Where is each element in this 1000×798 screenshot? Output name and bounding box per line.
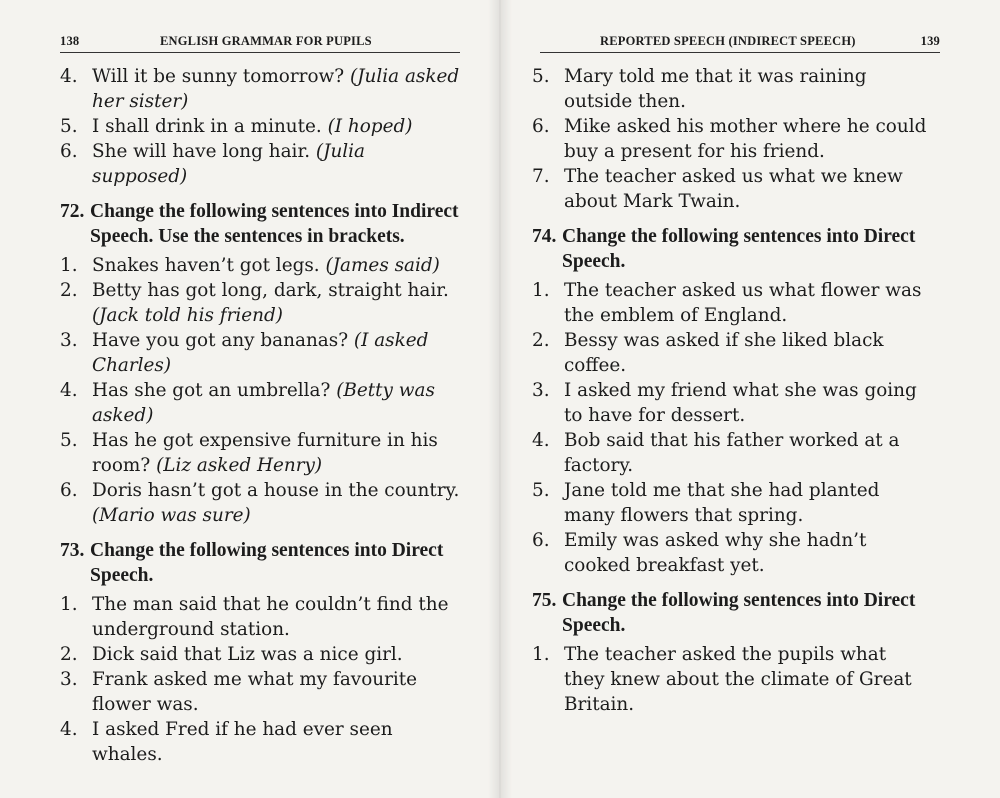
list-item: 6. Mike asked his mother where he could buy a present for his friend. <box>532 116 927 162</box>
list-item: 1. Snakes haven’t got legs. (James said) <box>60 255 440 276</box>
item-list-continued <box>60 64 460 189</box>
list-item: 4. Bob said that his father worked at a factory. <box>532 430 900 476</box>
list-item: 4. I asked Fred if he had ever seen whales. <box>60 719 393 765</box>
list-item: 4. Has she got an umbrella? (Betty was asked) <box>60 380 435 426</box>
list-item: 5. I shall drink in a minute. (I hoped) <box>60 116 413 137</box>
list-item: 5. Mary told me that it was raining outside then. <box>532 66 867 112</box>
exercise-74-items <box>532 278 932 578</box>
page-number: 138 <box>60 34 80 48</box>
list-item: 6. Emily was asked why she hadn’t cooked breakfast yet. <box>532 530 867 576</box>
page-number: 139 <box>920 34 940 48</box>
exercise-75-items <box>532 642 932 717</box>
exercise-heading-74: 74. Change the following sentences into Direct Speech. <box>532 226 916 272</box>
list-item: 2. Bessy was asked if she liked black coffee. <box>532 330 884 376</box>
list-item: 1. The teacher asked the pupils what they knew about the climate of Great Britain. <box>532 644 912 715</box>
list-item: 6. She will have long hair. (Julia supposed) <box>60 141 366 187</box>
list-item: 6. Doris hasn’t got a house in the country. (Mario was sure) <box>60 480 460 526</box>
list-item: 3. I asked my friend what she was going to have for dessert. <box>532 380 917 426</box>
list-item: 5. Jane told me that she had planted many flowers that spring. <box>532 480 880 526</box>
exercise-72-items <box>60 253 460 528</box>
list-item: 3. Have you got any bananas? (I asked Charles) <box>60 330 429 376</box>
exercise-heading-72: 72. Change the following sentences into Indirect Speech. Use the sentences in brackets. <box>60 201 459 247</box>
exercise-heading-75: 75. Change the following sentences into Direct Speech. <box>532 590 916 636</box>
running-title: ENGLISH GRAMMAR FOR PUPILS <box>160 34 372 48</box>
running-header-right <box>540 34 940 53</box>
running-title: REPORTED SPEECH (INDIRECT SPEECH) <box>600 34 856 48</box>
list-item: 5. Has he got expensive furniture in his room? (Liz asked Henry) <box>60 430 438 476</box>
list-item: 3. Frank asked me what my favourite flower was. <box>60 669 418 715</box>
list-item: 1. The teacher asked us what flower was the emblem of England. <box>532 280 922 326</box>
left-column <box>60 64 460 767</box>
list-item: 2. Dick said that Liz was a nice girl. <box>60 644 403 665</box>
list-item: 7. The teacher asked us what we knew about Mark Twain. <box>532 166 903 212</box>
exercise-heading-73: 73. Change the following sentences into Direct Speech. <box>60 540 444 586</box>
exercise-73-items <box>60 592 460 767</box>
right-page <box>500 0 1000 798</box>
running-header-left <box>60 34 460 53</box>
item-list-continued <box>532 64 932 214</box>
right-column <box>532 64 932 717</box>
list-item: 2. Betty has got long, dark, straight hair. (Jack told his friend) <box>60 280 449 326</box>
list-item: 1. The man said that he couldn’t find the underground station. <box>60 594 449 640</box>
list-item: 4. Will it be sunny tomorrow? (Julia asked her sister) <box>60 66 460 112</box>
